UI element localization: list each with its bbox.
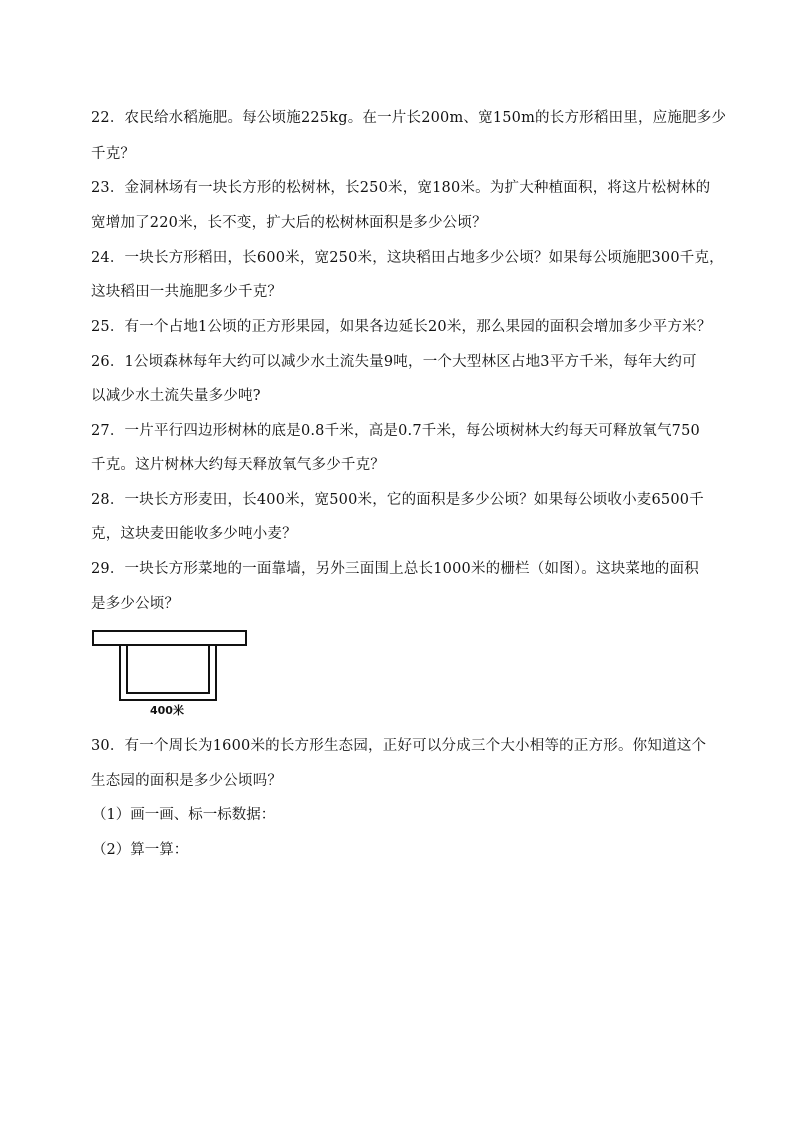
question-28-line-2: 克，这块麦田能收多少吨小麦？ — [91, 526, 297, 542]
question-30-part-1: （1）画一画、标一标数据： — [92, 807, 276, 823]
question-29-line-1: 29．一块长方形菜地的一面靠墙，另外三面围上总长1000米的栅栏（如图）。这块菜地的面积 — [91, 561, 699, 577]
fence-wall-diagram — [92, 630, 252, 722]
question-27-line-1: 27．一片平行四边形树林的底是0.8千米，高是0.7千米，每公顷树林大约每天可释放氧气750 — [91, 423, 700, 439]
question-24-line-2: 这块稻田一共施肥多少千克？ — [91, 284, 283, 300]
question-23-line-1: 23．金洞林场有一块长方形的松树林，长250米，宽180米。为扩大种植面积，将这片松树林的 — [91, 180, 711, 196]
question-28-line-1: 28．一块长方形麦田，长400米，宽500米，它的面积是多少公顷？如果每公顷收小麦6500千 — [91, 492, 704, 508]
question-22-line-1: 22．农民给水稻施肥。每公顷施225kg。在一片长200m、宽150m的长方形稻田里，应施肥多少 — [91, 110, 727, 126]
question-30-line-1: 30．有一个周长为1600米的长方形生态园，正好可以分成三个大小相等的正方形。你知道这个 — [91, 738, 707, 754]
fence-inner-shape — [127, 645, 209, 693]
question-29-line-2: 是多少公顷？ — [91, 596, 180, 612]
question-22-line-2: 千克？ — [91, 146, 136, 162]
question-26-line-1: 26．1公顷森林每年大约可以减少水土流失量9吨，一个大型林区占地3平方千米，每年大约可 — [91, 354, 697, 370]
fence-diagram-svg — [92, 630, 252, 706]
question-30-part-2: （2）算一算： — [92, 842, 189, 858]
question-25-line-1: 25．有一个占地1公顷的正方形果园，如果各边延长20米，那么果园的面积会增加多少平方米？ — [91, 319, 712, 335]
question-30-line-2: 生态园的面积是多少公顷吗？ — [91, 773, 283, 789]
wall-shape — [93, 631, 246, 645]
question-23-line-2: 宽增加了220米，长不变，扩大后的松树林面积是多少公顷？ — [91, 215, 487, 231]
question-27-line-2: 千克。这片树林大约每天释放氧气多少千克？ — [91, 457, 385, 473]
fence-length-label: 400米 — [150, 704, 184, 717]
fence-outer-shape — [120, 645, 216, 700]
question-24-line-1: 24．一块长方形稻田，长600米，宽250米，这块稻田占地多少公顷？如果每公顷施肥300千克， — [91, 250, 724, 266]
question-26-line-2: 以减少水土流失量多少吨? — [91, 388, 261, 404]
